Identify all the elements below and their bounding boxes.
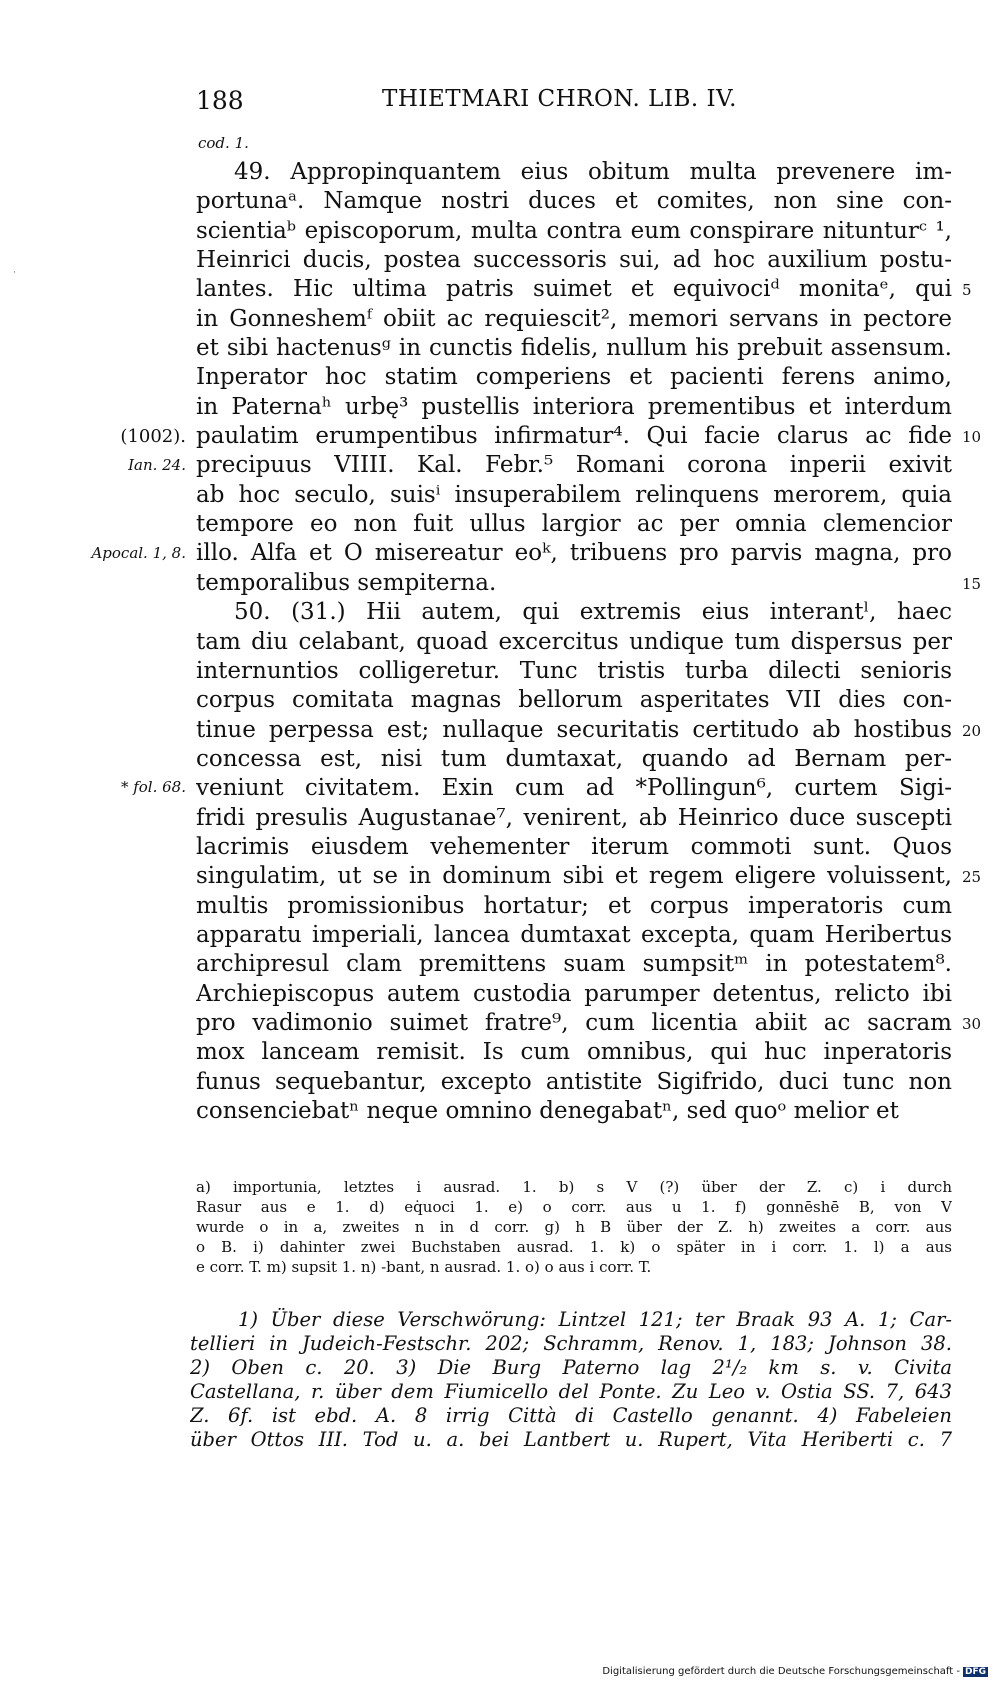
text-line: portunaᵃ. Namque nostri duces et comites, non sine con-: [196, 188, 952, 215]
line-number: 20: [962, 721, 982, 740]
footnote-line: tellieri in Judeich-Festschr. 202; Schramm, Renov. 1, 183; Johnson 38.: [190, 1332, 952, 1355]
line-number: 5: [962, 281, 972, 300]
footnote-line: Z. 6f. ist ebd. A. 8 irrig Città di Castello genannt. 4) Fabeleien: [190, 1404, 952, 1427]
text-line: concessa est, nisi tum dumtaxat, quando ad Bernam per-: [196, 745, 952, 772]
apparatus-line: Rasur aus e 1. d) eq̇uoci 1. e) o corr. aus u 1. f) gonnēshē B, von V: [196, 1198, 952, 1216]
apparatus-line: e corr. T. m) supsit 1. n) -bant, n ausrad. 1. o) o aus i corr. T.: [196, 1258, 652, 1276]
text-line: in Gonneshemᶠ obiit ac requiescit², memori servans in pectore: [196, 305, 952, 332]
page-header: [0, 86, 1000, 120]
text-line: archipresul clam premittens suam sumpsitᵐ in potestatem⁸.: [196, 951, 952, 978]
line-number: 15: [962, 574, 982, 593]
text-line: 50. (31.) Hii autem, qui extremis eius interantˡ, haec: [234, 599, 952, 626]
text-line: corpus comitata magnas bellorum asperitates VII dies con-: [196, 687, 952, 714]
text-line: multis promissionibus hortatur; et corpus imperatoris cum: [196, 892, 952, 919]
apparatus-line: o B. i) dahinter zwei Buchstaben ausrad. 1. k) o später in i corr. 1. l) a aus: [196, 1238, 952, 1256]
line-number: 10: [962, 428, 982, 447]
text-line: apparatu imperiali, lancea dumtaxat excepta, quam Heribertus: [196, 921, 952, 948]
footnote-line: Castellana, r. über dem Fiumicello del Ponte. Zu Leo v. Ostia SS. 7, 643: [190, 1380, 952, 1403]
footnote-line: über Ottos III. Tod u. a. bei Lantbert u. Rupert, Vita Heriberti c. 7: [190, 1428, 952, 1451]
main-text: [196, 158, 952, 1126]
text-line: precipuus VIIII. Kal. Febr.⁵ Romani corona inperii exivit: [196, 452, 952, 479]
text-line: et sibi hactenusᵍ in cunctis fidelis, nullum his prebuit assensum.: [196, 335, 952, 362]
margin-note: (1002).: [120, 426, 186, 448]
text-line: Heinrici ducis, postea successoris sui, ad hoc auxilium postu-: [196, 247, 952, 274]
text-line: lantes. Hic ultima patris suimet et equivociᵈ monitaᵉ, qui: [196, 276, 952, 303]
text-line: Inperator hoc statim comperiens et pacienti ferens animo,: [196, 364, 952, 391]
text-line: ab hoc seculo, suisⁱ insuperabilem relinquens merorem, quia: [196, 481, 952, 508]
text-line: tinue perpessa est; nullaque securitatis certitudo ab hostibus: [196, 716, 952, 743]
line-number: 30: [962, 1015, 982, 1034]
codex-note: cod. 1.: [198, 134, 249, 152]
text-line: fridi presulis Augustanae⁷, venirent, ab Heinrico duce suscepti: [196, 804, 952, 831]
text-line: illo. Alfa et O misereatur eoᵏ, tribuens pro parvis magna, pro: [196, 540, 952, 567]
page-number: 188: [196, 86, 244, 115]
text-line: paulatim erumpentibus infirmatur⁴. Qui facie clarus ac fide: [196, 423, 952, 450]
text-line: scientiaᵇ episcoporum, multa contra eum conspirare nitunturᶜ ¹,: [196, 217, 952, 244]
digitization-footer: [602, 1666, 988, 1677]
text-line: funus sequebantur, excepto antistite Sigifrido, duci tunc non: [196, 1068, 952, 1095]
text-line: 49. Appropinquantem eius obitum multa prevenere im-: [234, 159, 952, 185]
text-line: singulatim, ut se in dominum sibi et regem eligere voluissent,: [196, 863, 952, 890]
dfg-logo: DFG: [964, 1667, 986, 1677]
text-line: tempore eo non fuit ullus largior ac per omnia clemencior: [196, 511, 952, 538]
text-line: pro vadimonio suimet fratre⁹, cum licentia abiit ac sacram: [196, 1009, 952, 1036]
text-line: temporalibus sempiterna.: [196, 569, 497, 596]
apparatus-line: a) importunia, letztes i ausrad. 1. b) s V (?) über der Z. c) i durch: [196, 1178, 952, 1196]
text-line: lacrimis eiusdem vehementer iterum commoti sunt. Quos: [196, 833, 952, 860]
text-line: Archiepiscopus autem custodia parumper detentus, relicto ibi: [196, 980, 952, 1007]
scan-speck: ·: [13, 268, 16, 278]
text-line: veniunt civitatem. Exin cum ad *Pollingun⁶, curtem Sigi-: [196, 775, 952, 802]
text-line: consenciebatⁿ neque omnino denegabatⁿ, sed quoᵒ melior et: [196, 1098, 899, 1124]
text-line: tam diu celabant, quoad excercitus undique tum dispersus per: [196, 628, 952, 655]
apparatus-line: wurde o in a, zweites n in d corr. g) h B über der Z. h) zweites a corr. aus: [196, 1218, 952, 1236]
critical-apparatus: [196, 1177, 952, 1277]
text-line: internuntios colligeretur. Tunc tristis turba dilecti senioris: [196, 657, 952, 684]
margin-note: Ian. 24.: [128, 455, 186, 474]
text-line: in Paternaʰ urbę³ pustellis interiora prementibus et interdum: [196, 393, 952, 420]
text-line: mox lanceam remisit. Is cum omnibus, qui huc inperatoris: [196, 1039, 952, 1066]
footnote-line: 1) Über diese Verschwörung: Lintzel 121; ter Braak 93 A. 1; Car-: [238, 1308, 952, 1331]
line-number: 25: [962, 868, 982, 887]
footnotes: [190, 1308, 952, 1452]
running-head: THIETMARI CHRON. LIB. IV.: [382, 86, 737, 112]
margin-note: * fol. 68.: [120, 778, 186, 797]
footer-text: Digitalisierung gefördert durch die Deutsche Forschungsgemeinschaft -: [602, 1666, 960, 1677]
margin-note: Apocal. 1, 8.: [91, 543, 186, 562]
footnote-line: 2) Oben c. 20. 3) Die Burg Paterno lag 2¹/₂ km s. v. Civita: [190, 1356, 952, 1379]
